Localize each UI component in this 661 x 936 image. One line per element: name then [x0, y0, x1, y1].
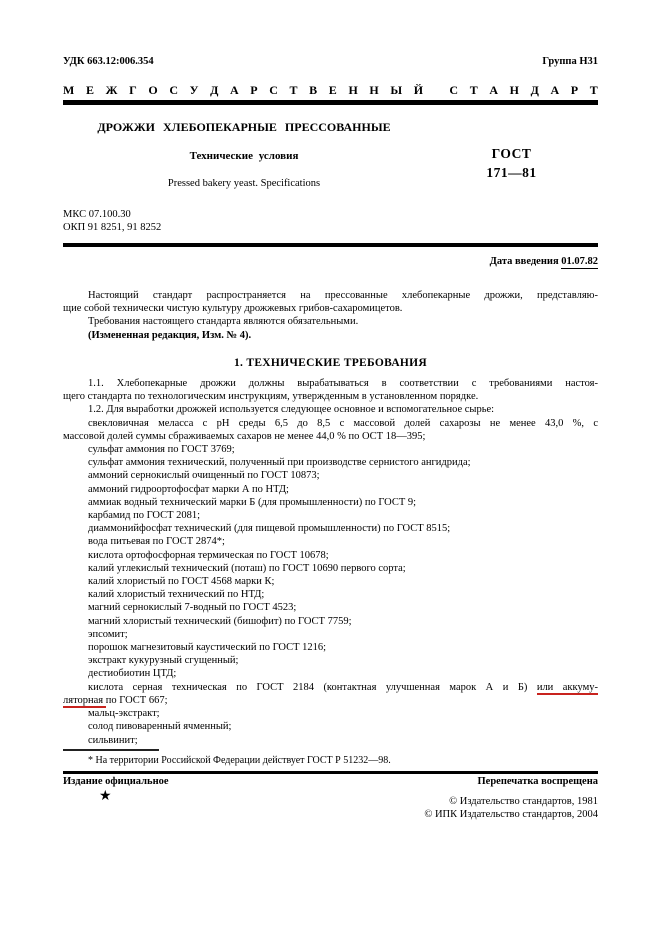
text-segment: 1.2. Для выработки дрожжей используется следующее основное и вспомогательное сырье: — [88, 404, 495, 416]
copyright-line-1: © Издательство стандартов, 1981 — [449, 796, 598, 807]
red-pen-underline: или аккуму- — [537, 682, 598, 696]
standard-type-letter: В — [309, 83, 318, 97]
text-segment: щего стандарта по технологическим инструкциям, утвержденным в установленном порядке. — [63, 391, 479, 403]
gost-designation-number: 171—81 — [486, 165, 537, 180]
copyright-block — [424, 796, 598, 821]
text-line — [63, 417, 598, 430]
text-line — [63, 329, 598, 342]
reprint-prohibited-label: Перепечатка воспрещена — [477, 776, 598, 787]
standard-type-letter: Р — [570, 83, 579, 97]
text-line — [63, 315, 598, 328]
standard-type-letter: Й — [413, 83, 424, 97]
text-line — [63, 562, 598, 575]
title-block — [63, 121, 598, 190]
text-segment: порошок магнезитовый каустический по ГОСТ 1216; — [88, 642, 327, 654]
title-bottom-rule — [63, 243, 598, 247]
document-subtitle-en: Pressed bakery yeast. Specifications — [167, 178, 321, 189]
text-line — [63, 549, 598, 562]
section-heading: 1. ТЕХНИЧЕСКИЕ ТРЕБОВАНИЯ — [233, 356, 428, 369]
header-rule — [63, 100, 598, 105]
footnote-rule — [63, 749, 159, 751]
text-segment: магний хлористый технический (бишофит) по ГОСТ 7759; — [88, 615, 352, 627]
text-segment: массовой долей суммы сбраживаемых сахаров не менее 44,0 % по ОСТ 18—395; — [63, 430, 426, 442]
text-line — [63, 496, 598, 509]
mks-code: МКС 07.100.30 — [63, 209, 131, 220]
text-line — [63, 615, 598, 628]
text-segment: по ГОСТ 667; — [105, 694, 168, 706]
text-line — [63, 390, 598, 403]
effective-date-row — [63, 256, 598, 267]
gost-designation — [425, 144, 598, 182]
footer-rule — [63, 771, 598, 774]
standard-type-letter: С — [449, 83, 459, 97]
text-segment: сильвинит; — [88, 734, 138, 746]
text-line — [63, 628, 598, 641]
text-segment: 1.1. Хлебопекарные дрожжи должны вырабатываться в соответствии с требованиями настоя- — [88, 378, 598, 390]
intro-paragraphs — [63, 289, 598, 342]
text-segment: вода питьевая по ГОСТ 2874*; — [88, 536, 225, 548]
red-pen-underline: ляторная — [63, 695, 106, 709]
text-line — [63, 641, 598, 654]
title-column — [63, 121, 425, 190]
text-segment: сульфат аммония технический, полученный при производстве сернистого ангидрида; — [88, 457, 471, 469]
text-segment: калий хлористый технический по НТД; — [88, 589, 265, 601]
text-line — [63, 302, 598, 315]
requirements-text — [63, 377, 598, 747]
text-segment: карбамид по ГОСТ 2081; — [88, 510, 201, 522]
text-segment: эпсомит; — [88, 628, 128, 640]
text-line — [63, 694, 598, 707]
text-line — [63, 509, 598, 522]
text-segment: магний сернокислый 7-водный по ГОСТ 4523; — [88, 602, 297, 614]
text-segment: калий углекислый технический (поташ) по ГОСТ 10690 первого сорта; — [88, 562, 406, 574]
text-segment: кислота серная техническая по ГОСТ 2184 (контактная улучшенная марок А и Б) — [88, 681, 537, 693]
text-line — [63, 575, 598, 588]
standard-type-letter — [435, 83, 438, 97]
text-segment: дестиобиотин ЦТД; — [88, 668, 177, 680]
standard-type-letter: Н — [509, 83, 519, 97]
text-segment: экстракт кукурузный сгущенный; — [88, 655, 239, 667]
standard-type-letter: М — [63, 83, 75, 97]
footnote-text: * На территории Российской Федерации действует ГОСТ Р 51232—98. — [88, 755, 391, 766]
text-segment: Настоящий стандарт распространяется на прессованные хлебопекарные дрожжи, представляю- — [88, 290, 598, 301]
text-segment: свекловичная меласса с рН среды 6,5 до 8,5 с массовой долей сахарозы не менее 43,0 %, с — [88, 417, 598, 429]
codes-block — [63, 208, 598, 234]
standard-type-letter: С — [269, 83, 278, 97]
text-line — [63, 430, 598, 443]
group-label: Группа Н31 — [542, 56, 598, 67]
document-title: ДРОЖЖИ ХЛЕБОПЕКАРНЫЕ ПРЕССОВАННЫЕ — [97, 120, 391, 134]
standard-type-letter: Т — [289, 83, 298, 97]
text-line — [63, 588, 598, 601]
copyright-line-2: © ИПК Издательство стандартов, 2004 — [424, 808, 598, 820]
body-text — [63, 289, 598, 747]
standard-type-letter: Д — [210, 83, 219, 97]
text-line — [63, 443, 598, 456]
text-line — [63, 681, 598, 694]
text-segment: солод пивоваренный ячменный; — [88, 721, 232, 733]
text-line — [63, 654, 598, 667]
standard-type-letter: С — [169, 83, 178, 97]
text-segment: Требования настоящего стандарта являются обязательными. — [88, 316, 359, 328]
standard-type-title — [63, 83, 598, 97]
text-segment: кислота ортофосфорная термическая по ГОСТ 10678; — [88, 549, 329, 561]
text-line — [63, 734, 598, 747]
standard-type-letter: Д — [530, 83, 539, 97]
udk-number: УДК 663.12:006.354 — [63, 56, 154, 67]
standard-type-letter: А — [550, 83, 560, 97]
text-line — [63, 522, 598, 535]
effective-date-label: Дата введения — [489, 256, 559, 267]
text-line — [63, 707, 598, 720]
standard-type-letter: А — [229, 83, 239, 97]
text-line — [63, 469, 598, 482]
text-segment: калий хлористый по ГОСТ 4568 марки К; — [88, 576, 275, 588]
official-edition-label: Издание официальное — [63, 776, 169, 787]
text-segment: диаммонийфосфат технический (для пищевой промышленности) по ГОСТ 8515; — [88, 523, 451, 535]
text-line — [63, 720, 598, 733]
standard-type-letter: О — [148, 83, 158, 97]
standard-type-letter: Ж — [105, 83, 118, 97]
footer-row — [63, 776, 598, 787]
standard-type-letter: У — [189, 83, 199, 97]
text-line — [63, 377, 598, 390]
text-line — [63, 289, 598, 302]
text-segment: мальц-экстракт; — [88, 708, 160, 720]
text-segment: аммоний гидроортофосфат марки А по НТД; — [88, 483, 289, 495]
standard-type-letter: Т — [469, 83, 478, 97]
text-segment: (Измененная редакция, Изм. № 4). — [88, 329, 252, 341]
text-line — [63, 535, 598, 548]
text-segment: аммиак водный технический марки Б (для промышленности) по ГОСТ 9; — [88, 496, 417, 508]
okp-code: ОКП 91 8251, 91 8252 — [63, 222, 162, 233]
designation-column — [425, 121, 598, 190]
text-line — [63, 403, 598, 416]
document-subtitle: Технические условия — [189, 150, 299, 162]
standard-type-letter: Р — [250, 83, 258, 97]
text-line — [63, 483, 598, 496]
text-segment: сульфат аммония по ГОСТ 3769; — [88, 444, 235, 456]
standard-type-letter: Н — [348, 83, 358, 97]
classification-row — [63, 56, 598, 67]
text-segment: аммоний сернокислый очищенный по ГОСТ 10873; — [88, 470, 320, 482]
standard-type-letter: Е — [328, 83, 337, 97]
gost-designation-top: ГОСТ — [491, 146, 532, 161]
text-line — [63, 456, 598, 469]
effective-date-value: 01.07.82 — [561, 256, 598, 267]
standard-type-letter: Т — [589, 83, 598, 97]
star-icon: ★ — [99, 789, 112, 804]
text-segment: щие собой технически чистую культуру дрожжевых грибов-сахаромицетов. — [63, 303, 403, 315]
standard-type-letter: Е — [85, 83, 94, 97]
text-line — [63, 667, 598, 680]
text-line — [63, 601, 598, 614]
standard-type-letter: А — [489, 83, 498, 97]
standard-type-letter: Ы — [390, 83, 403, 97]
standard-type-letter: Н — [369, 83, 379, 97]
standard-type-letter: Г — [129, 83, 137, 97]
